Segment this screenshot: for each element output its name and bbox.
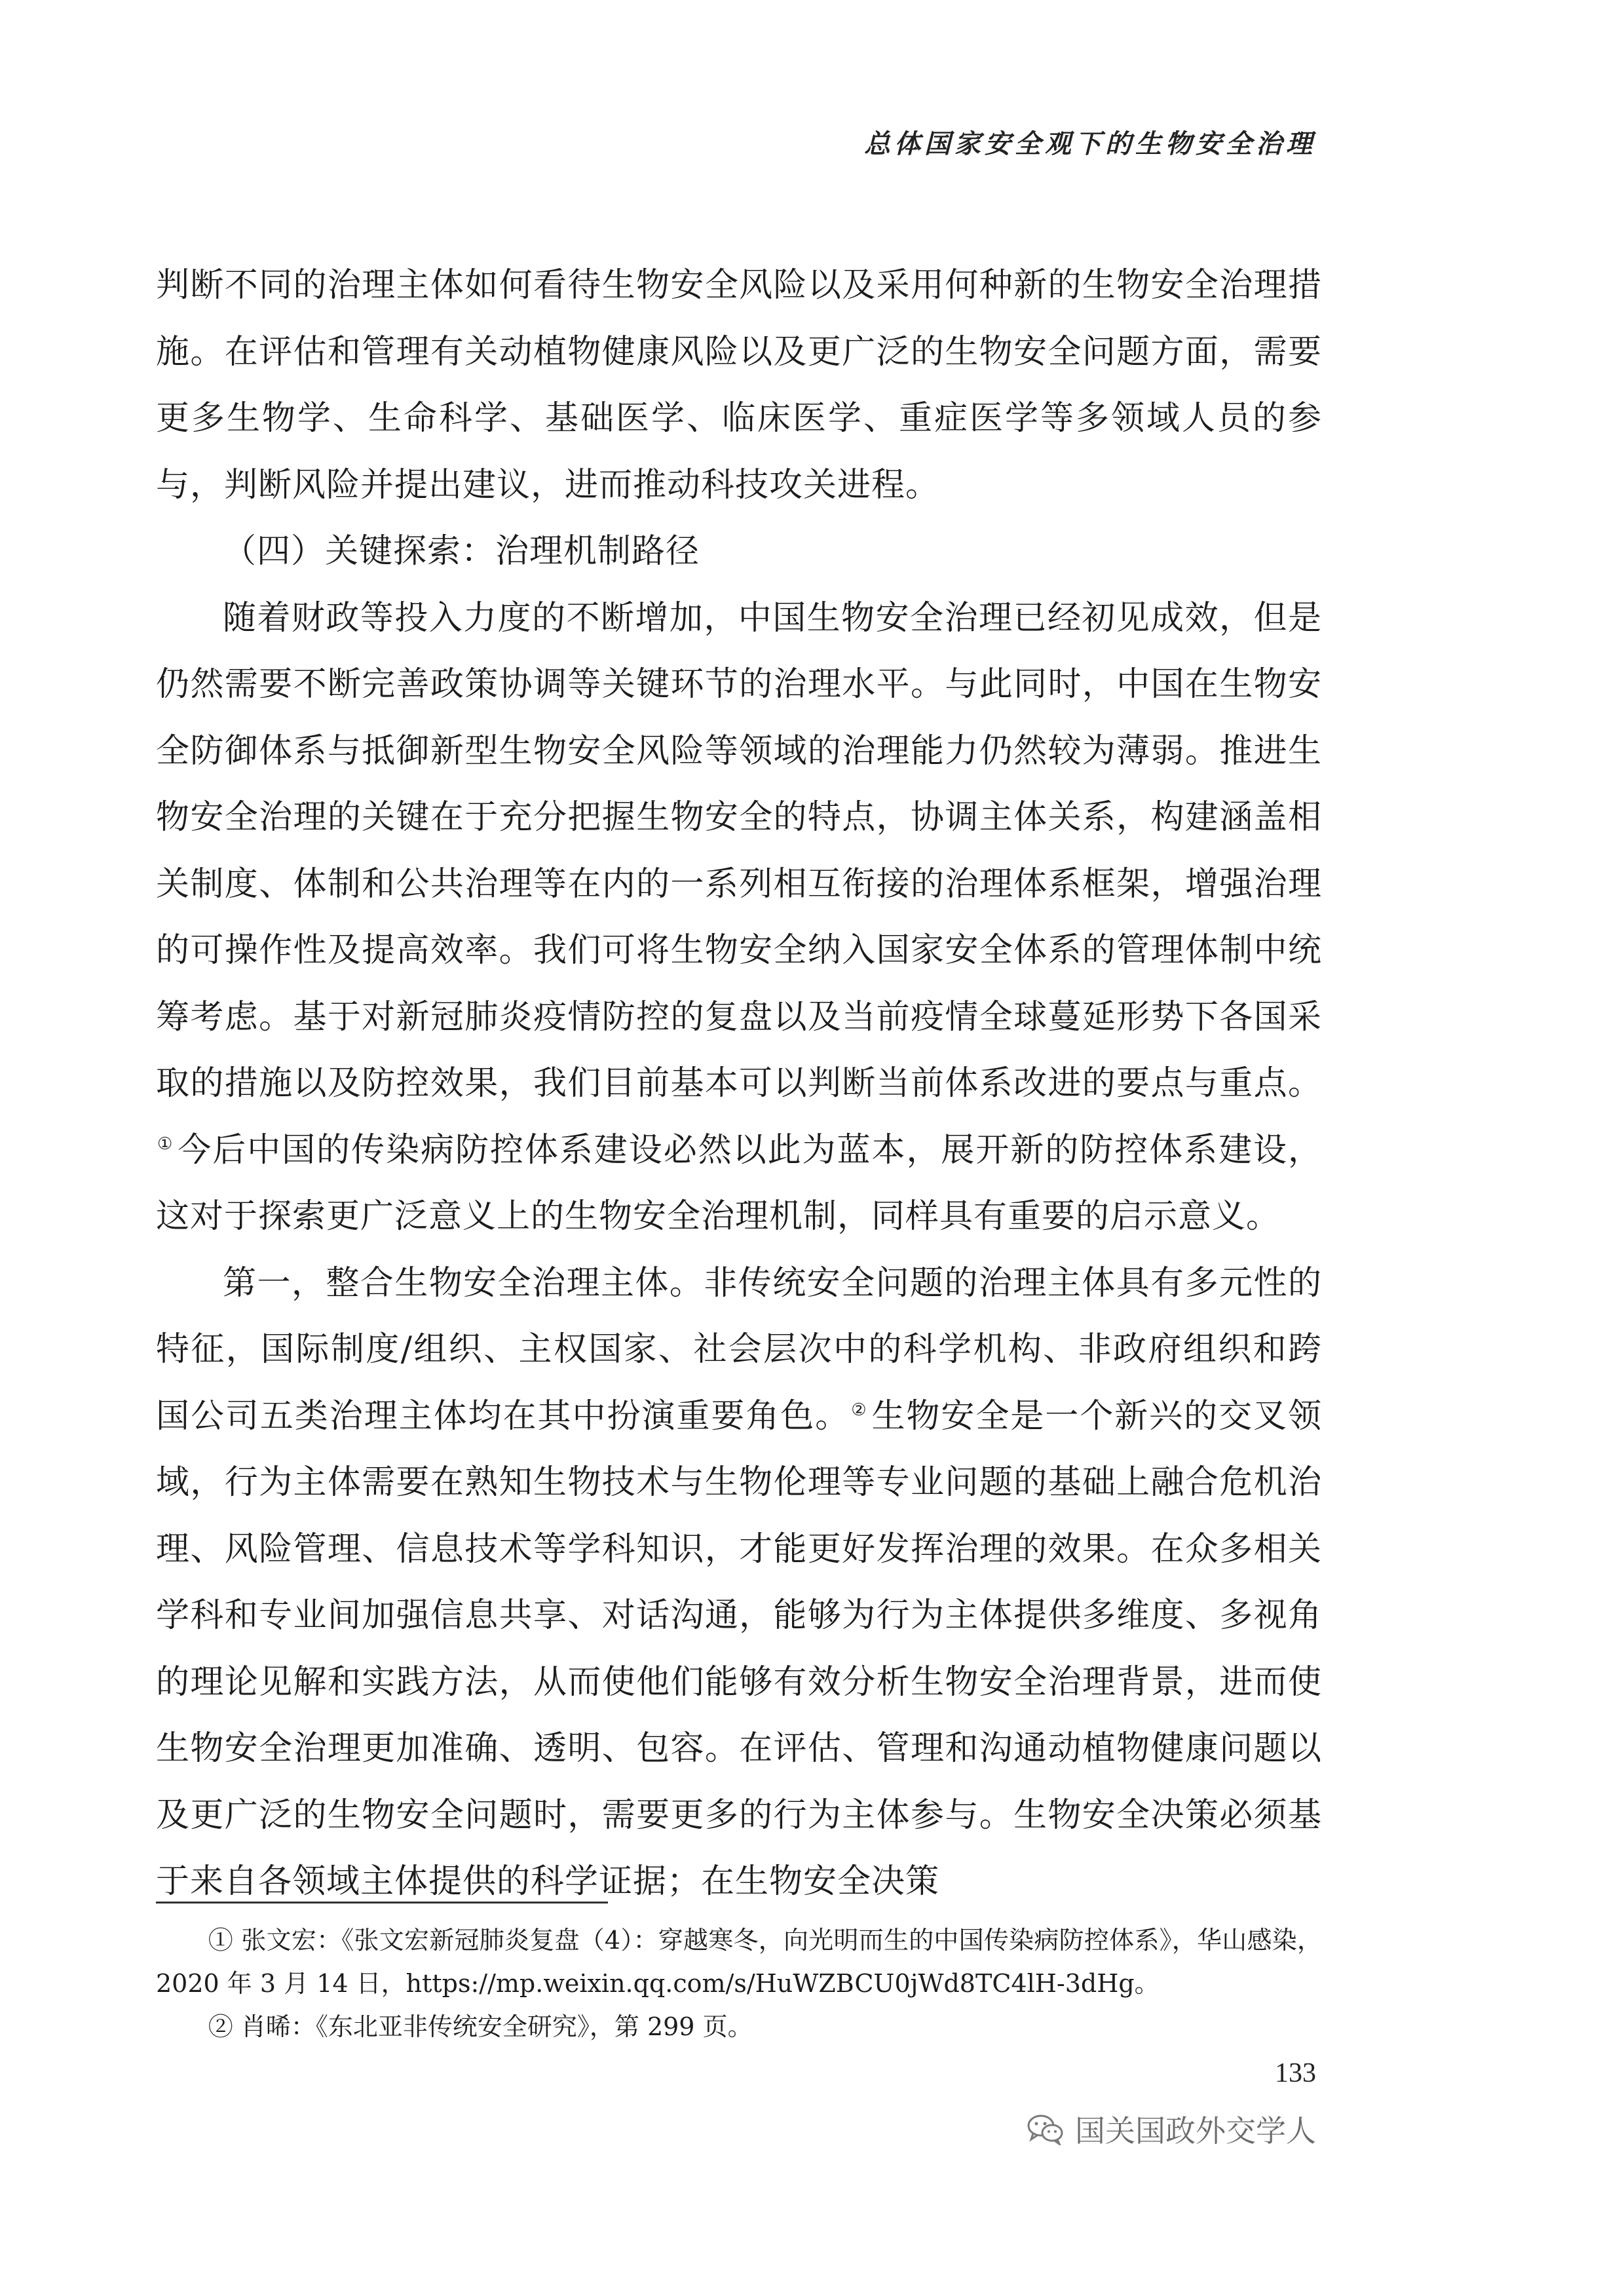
paragraph-text: 随着财政等投入力度的不断增加，中国生物安全治理已经初见成效，但是仍然需要不断完善政策协调等关键环节的治理水平。与此同时，中国在生物安全防御体系与抵御新型生物安全风险等领域的治理能力仍然较为薄弱。推进生物安全治理的关键在于充分把握生物安全的特点，协调主体关系，构建涵盖相关制度、体制和公共治理等在内的一系列相互衔接的治理体系框架，增强治理的可操作性及提高效率。我们可将生物安全纳入国家安全体系的管理体制中统筹考虑。基于对新冠肺炎疫情防控的复盘以及当前疫情全球蔓延形势下各国采取的措施以及防控效果，我们目前基本可以判断当前体系改进的要点与重点。 [156,598,1322,1103]
footnote-divider [156,1902,608,1904]
footnote-2: ② 肖晞：《东北亚非传统安全研究》，第 299 页。 [208,2012,753,2041]
paragraph-first-point [156,1250,1322,1915]
paragraph-text: 今后中国的传染病防控体系建设必然以此为蓝本，展开新的防控体系建设，这对于探索更广泛意义上的生物安全治理机制，同样具有重要的启示意义。 [156,1130,1322,1236]
paragraph-continuation: 判断不同的治理主体如何看待生物安全风险以及采用何种新的生物安全治理措施。在评估和管理有关动植物健康风险以及更广泛的生物安全问题方面，需要更多生物学、生命科学、基础医学、临床医学、重症医学等多领域人员的参与，判断风险并提出建议，进而推动科技攻关进程。 [156,266,1322,505]
footnote-1: ① 张文宏：《张文宏新冠肺炎复盘（4）：穿越寒冬，向光明而生的中国传染病防控体系》，华山感染，2020 年 3 月 14 日，https://mp.weixin.qq.com/s/HuWZBCU0jWd8TC4lH-3dHg。 [156,1926,1322,1998]
footnote-ref-2[interactable]: ② [851,1400,868,1420]
running-header: 总体国家安全观下的生物安全治理 [864,129,1316,159]
paragraph-text: 第一，整合生物安全治理主体。非传统安全问题的治理主体具有多元性的特征，国际制度/组织、主权国家、社会层次中的科学机构、非政府组织和跨国公司五类治理主体均在其中扮演重要角色。 [156,1263,1322,1436]
section-subheading: （四）关键探索：治理机制路径 [223,532,700,571]
footnote-ref-1[interactable]: ① [157,1134,174,1154]
body-text [156,252,1322,1915]
watermark [1027,2107,1316,2151]
footnotes [156,1919,1322,2048]
paragraph-text: 生物安全是一个新兴的交叉领域，行为主体需要在熟知生物技术与生物伦理等专业问题的基础上融合危机治理、风险管理、信息技术等学科知识，才能更好发挥治理的效果。在众多相关学科和专业间加强信息共享、对话沟通，能够为行为主体提供多维度、多视角的理论见解和实践方法，从而使他们能够有效分析生物安全治理背景，进而使生物安全治理更加准确、透明、包容。在评估、管理和沟通动植物健康问题以及更广泛的生物安全问题时，需要更多的行为主体参与。生物安全决策必须基于来自各领域主体提供的科学证据；在生物安全决策 [156,1396,1322,1901]
wechat-icon [1027,2113,1065,2145]
page-number: 133 [1275,2058,1316,2088]
watermark-text: 国关国政外交学人 [1075,2113,1316,2149]
paragraph-governance-mechanism [156,585,1322,1250]
